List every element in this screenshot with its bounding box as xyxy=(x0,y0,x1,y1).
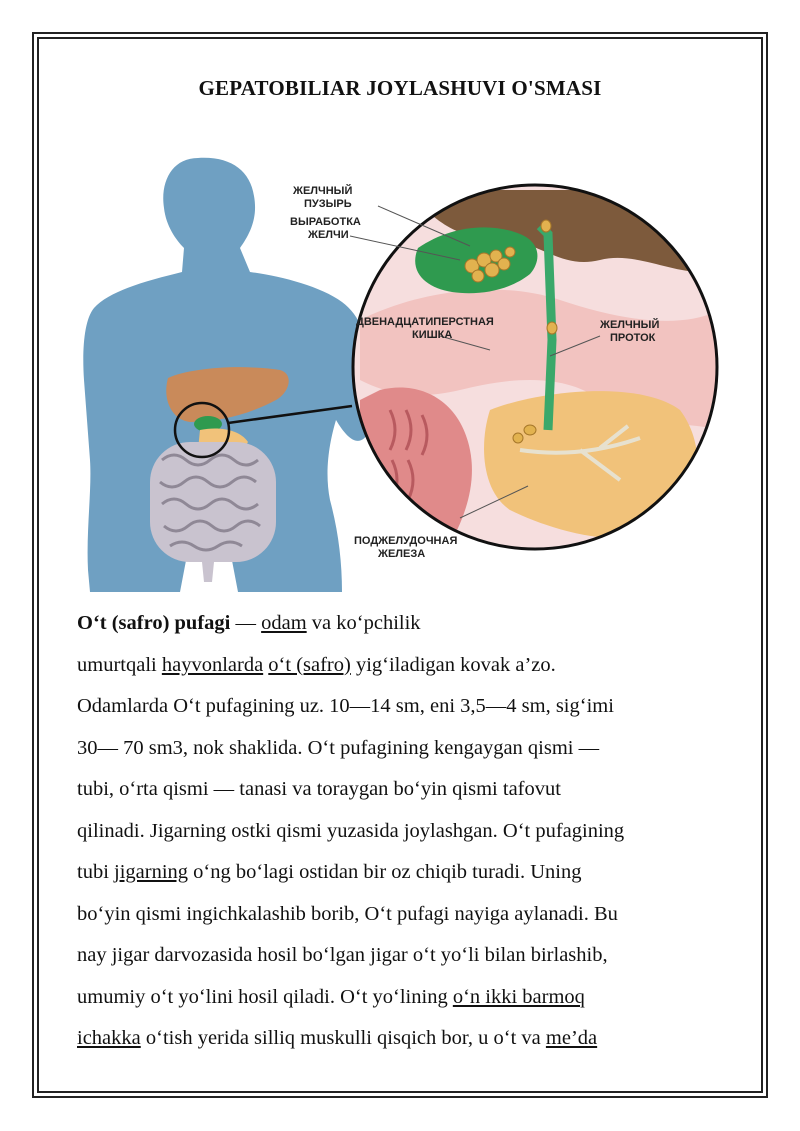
text-line-5: tubi, o‘rta qismi — tanasi va toraygan bo‘yin qismi tafovut xyxy=(77,778,561,800)
link-ichakka[interactable]: ichakka xyxy=(77,1027,141,1049)
label-bile-production-2: ЖЕЛЧИ xyxy=(308,229,349,241)
label-duodenum-2: КИШКА xyxy=(412,329,453,341)
link-safro[interactable]: o‘t (safro) xyxy=(268,653,351,676)
page-title: GEPATOBILIAR JOYLASHUVI O'SMASI xyxy=(198,76,602,100)
article-paragraph xyxy=(77,603,737,1060)
link-jigarning[interactable]: jigarning xyxy=(114,861,189,883)
text-line-9: nay jigar darvozasida hosil bo‘lgan jigar o‘t yo‘li bilan birlashib, xyxy=(77,944,608,966)
text-line-3: Odamlarda O‘t pufagining uz. 10—14 sm, eni 3,5—4 sm, sig‘imi xyxy=(77,695,614,717)
link-odam[interactable]: odam xyxy=(261,612,307,634)
link-hayvonlarda[interactable]: hayvonlarda xyxy=(161,653,264,676)
term-gallbladder: O‘t (safro) pufagi xyxy=(77,612,231,634)
text-line-11: ichakka o‘tish yerida silliq muskulli qisqich bor, u o‘t va me’da xyxy=(77,1027,598,1049)
text-line-8: bo‘yin qismi ingichkalashib borib, O‘t pufagi nayiga aylanadi. Bu xyxy=(77,902,618,925)
label-bile-production-1: ВЫРАБОТКА xyxy=(290,216,361,228)
text-line-6: qilinadi. Jigarning ostki qismi yuzasida joylashgan. O‘t pufagining xyxy=(77,819,625,842)
link-duodenum[interactable]: o‘n ikki barmoq xyxy=(452,985,585,1008)
text-line-10: umumiy o‘t yo‘lini hosil qiladi. O‘t yo‘lining o‘n ikki barmoq xyxy=(77,985,585,1008)
text-line-4: 30— 70 sm3, nok shaklida. O‘t pufagining kengaygan qismi — xyxy=(77,736,600,759)
gallbladder-anatomy-illustration xyxy=(80,130,730,592)
text-line-7: tubi jigarning o‘ng bo‘lagi ostidan bir oz chiqib turadi. Uning xyxy=(77,861,582,883)
label-pancreas-2: ЖЕЛЕЗА xyxy=(378,548,426,560)
label-bile-duct-2: ПРОТОК xyxy=(610,332,656,344)
label-duodenum-1: ДВЕНАДЦАТИПЕРСТНАЯ xyxy=(356,316,494,328)
label-gallbladder-1: ЖЕЛЧНЫЙ xyxy=(293,185,353,197)
text-line-1: O‘t (safro) pufagi — odam va ko‘pchilik xyxy=(77,612,421,634)
text-line-2: umurtqali hayvonlarda o‘t (safro) yig‘iladigan kovak a’zo. xyxy=(77,653,556,676)
label-pancreas-1: ПОДЖЕЛУДОЧНАЯ xyxy=(354,535,458,547)
label-gallbladder-2: ПУЗЫРЬ xyxy=(304,198,352,210)
link-meda[interactable]: me’da xyxy=(545,1027,598,1049)
label-bile-duct-1: ЖЕЛЧНЫЙ xyxy=(600,319,660,331)
